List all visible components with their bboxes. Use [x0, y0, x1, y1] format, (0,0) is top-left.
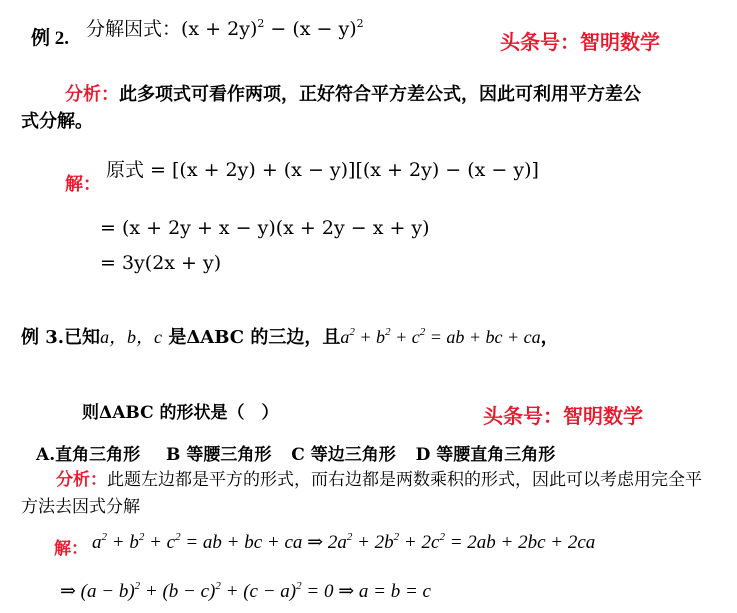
example3-solution-line1: $a^2 + b^2 + c^2$ = ab + bc + ca ⇒ $2a^2 + 2b^2 + 2c^2 = 2ab + 2bc + 2ca$ — [92, 531, 596, 553]
example2-solution-line3: = 3y(2x + y) — [100, 252, 222, 274]
example3-analysis-text: 此题左边都是平方的形式，而右边都是两数乘积的形式，因此可以考虑用完全平 — [107, 470, 702, 490]
example3-analysis-cont: 方法去因式分解 — [21, 497, 140, 517]
example3-analysis-label: 分析： — [56, 470, 107, 490]
example2-label: 例 2. — [31, 28, 70, 49]
example3-options — [36, 440, 555, 465]
example3-comma: ， — [540, 327, 559, 348]
example2-solution-label: 解： — [65, 174, 101, 195]
example2-solution-line1 — [106, 155, 539, 182]
example2-analysis-cont: 式分解。 — [21, 111, 93, 132]
example2-expr-b: − (x − y) — [264, 18, 357, 40]
example2-solution-prefix: 原式 = — [106, 159, 172, 181]
example2-prompt — [86, 14, 364, 41]
example3-solution-label: 解： — [54, 539, 88, 559]
example3-analysis — [56, 465, 702, 490]
example2-expr-a: (x + 2y) — [181, 18, 258, 40]
example2-prompt-text: 分解因式： — [86, 18, 182, 40]
example2-exp-b: 2 — [356, 17, 364, 30]
example2-analysis — [65, 80, 641, 106]
example2-analysis-label: 分析： — [65, 84, 119, 105]
example3-text1: 已知 — [64, 327, 101, 348]
example3-label: 例 3. — [21, 327, 65, 348]
example3-vars: a，b，c — [100, 327, 163, 347]
example3-solution-line2: ⇒ $(a - b)^2 + (b - c)^2 + (c - a)^2 = 0$ ⇒ a = b = c — [60, 580, 431, 602]
example3-statement — [21, 323, 559, 349]
example2-analysis-text: 此多项式可看作两项，正好符合平方差公式，因此可利用平方差公 — [119, 84, 641, 105]
example2-solution-line2: = (x + 2y + x − y)(x + 2y − x + y) — [100, 217, 430, 239]
option-a: A.直角三角形 — [36, 445, 141, 465]
option-b: B 等腰三角形 — [166, 445, 272, 465]
option-d: D 等腰直角三角形 — [415, 445, 556, 465]
example3-question: 则ΔABC 的形状是（ ） — [82, 403, 279, 423]
example3-text2: 是ΔABC 的三边，且 — [162, 327, 341, 348]
example3-eq: $a^2 + b^2 + c^2$ = ab + bc + ca — [340, 326, 541, 347]
example2-exp-a: 2 — [257, 17, 265, 30]
watermark-top: 头条号：智明数学 — [500, 30, 660, 54]
watermark-mid: 头条号：智明数学 — [483, 404, 643, 428]
example2-solution-expr1: [(x + 2y) + (x − y)][(x + 2y) − (x − y)] — [172, 159, 539, 181]
option-c: C 等边三角形 — [291, 445, 396, 465]
